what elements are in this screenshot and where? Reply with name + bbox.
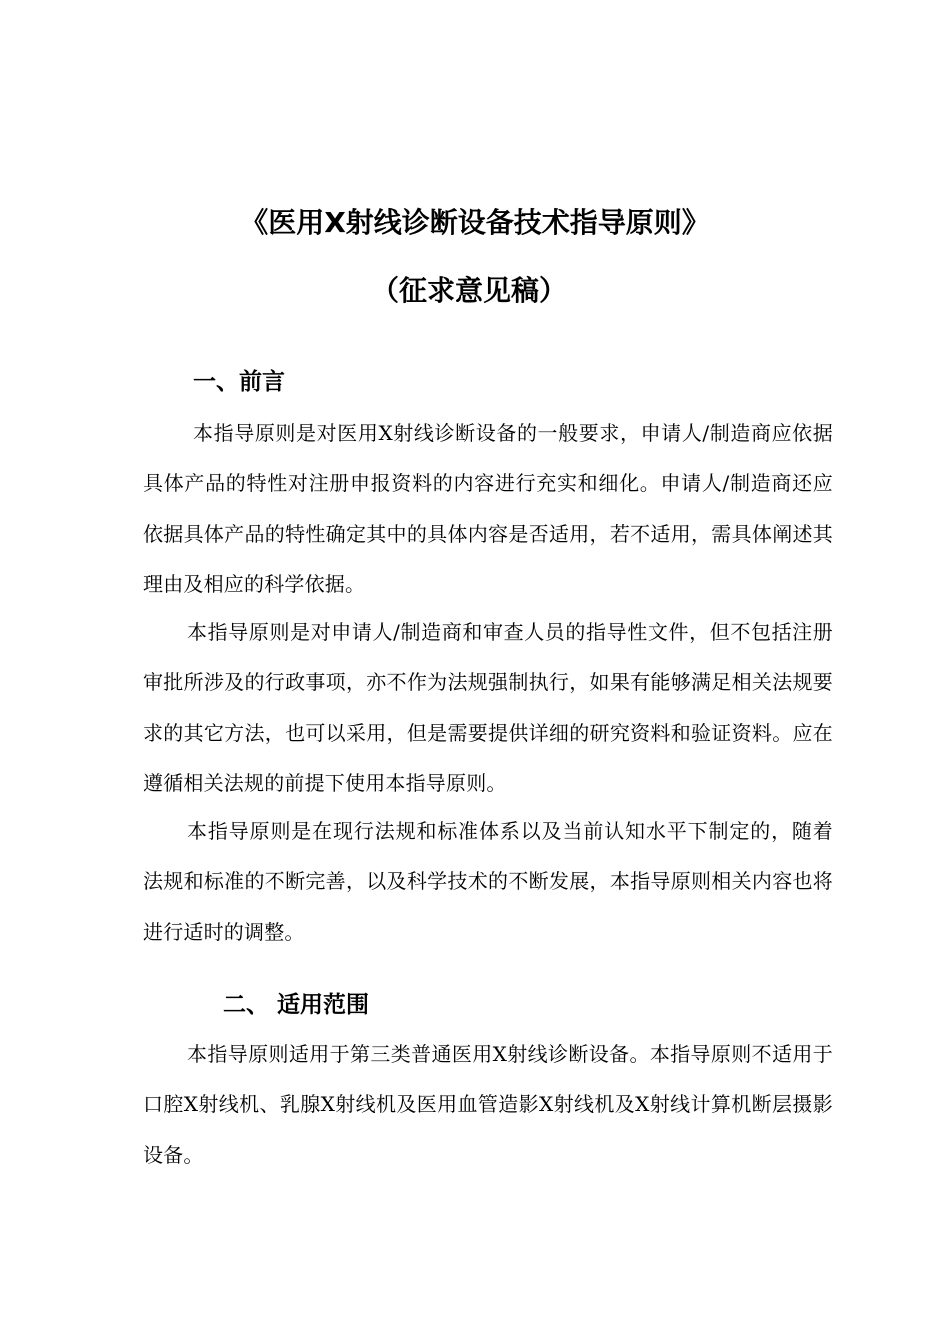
document-title: 《医用X射线诊断设备技术指导原则》: [240, 206, 710, 239]
preface-paragraph-1: 本指导原则是对医用X射线诊断设备的一般要求，申请人/制造商应依据具体产品的特性对注册申报资料的内容进行充实和细化。申请人/制造商还应依据具体产品的特性确定其中的具体内容是否适用，若不适用，需具体阐述其理由及相应的科学依据。: [143, 421, 833, 596]
preface-paragraph-2: 本指导原则是对申请人/制造商和审查人员的指导性文件，但不包括注册审批所涉及的行政事项，亦不作为法规强制执行，如果有能够满足相关法规要求的其它方法，也可以采用，但是需要提供详细的研究资料和验证资料。应在遵循相关法规的前提下使用本指导原则。: [143, 620, 833, 795]
scope-paragraph-1: 本指导原则适用于第三类普通医用X射线诊断设备。本指导原则不适用于口腔X射线机、乳腺X射线机及医用血管造影X射线机及X射线计算机断层摄影设备。: [143, 1042, 833, 1167]
section-heading-scope: 二、 适用范围: [223, 992, 370, 1018]
preface-paragraph-3: 本指导原则是在现行法规和标准体系以及当前认知水平下制定的，随着法规和标准的不断完善，以及科学技术的不断发展，本指导原则相关内容也将进行适时的调整。: [143, 819, 833, 944]
section-heading-preface: 一、前言: [193, 369, 285, 395]
document-subtitle: （征求意见稿）: [370, 274, 567, 307]
